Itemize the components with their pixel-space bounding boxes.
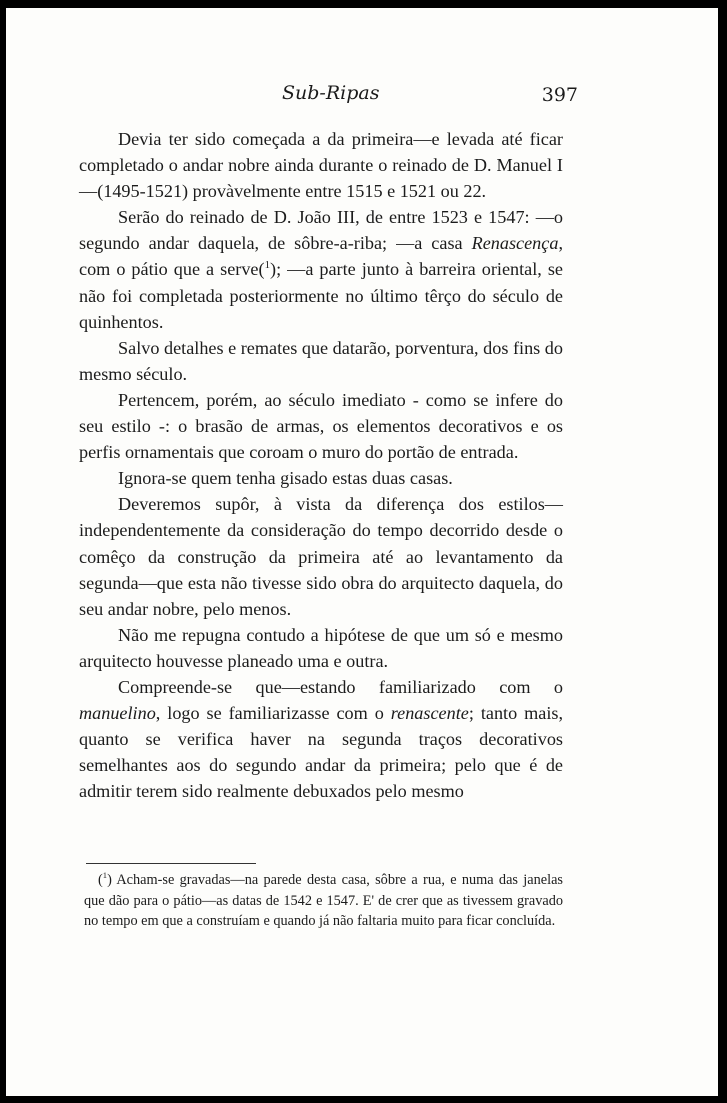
body-text — [79, 126, 563, 804]
italic-term: renascente — [390, 703, 469, 724]
footnote: ($^1$) Acham-se gravadas—na parede desta casa, sôbre a rua, e numa das janelas que dão para o pátio—as datas de 1542 e 1547. E' de crer que as tivessem gravado no tempo em que a construíam e quando já não faltaria muito para ficar concluída. — [84, 870, 563, 929]
footnote-divider — [86, 863, 256, 864]
paragraph: Deveremos supôr, à vista da diferença dos estilos—independentemente da consideração do tempo decorrido desde o comêço da construção da primeira até ao levantamento da segunda—que esta não tivesse sido obra do arquitecto daquela, do seu andar nobre, pelo menos. — [79, 494, 563, 619]
paragraph-text: , logo se familiarizasse com o — [155, 703, 391, 724]
paragraph — [79, 204, 563, 334]
paragraph: Pertencem, porém, ao século imediato - como se infere do seu estilo -: o brasão de armas, os elementos decorativos e os perfis ornamentais que coroam o muro do portão de entrada. — [79, 389, 563, 463]
italic-term: manuelino — [79, 703, 156, 724]
paragraph-text: ); —a parte junto à barreira oriental, se não foi completada posteriormente no último têrço do século de quinhentos. — [79, 259, 563, 332]
book-page — [6, 8, 718, 1096]
paragraph-text: , com o pátio que a serve( — [79, 233, 563, 280]
italic-term: Renascença — [471, 233, 559, 254]
page-header — [6, 82, 718, 112]
footnote-ref: 1 — [264, 259, 271, 272]
paragraph-text: Serão do reinado de D. João III, de entre 1523 e 1547: —o segundo andar daquela, de sôbre-a-riba; —a casa — [79, 207, 563, 254]
paragraph — [79, 674, 563, 804]
paragraph-text: Compreende-se que—estando familiarizado com o — [118, 676, 563, 697]
footnote-marker: 1 — [102, 870, 108, 881]
paragraph: Salvo detalhes e remates que datarão, porventura, dos fins do mesmo século. — [79, 337, 563, 384]
paragraph: Devia ter sido começada a da primeira—e levada até ficar completado o andar nobre ainda durante o reinado de D. Manuel I—(1495-1521) provàvelmente entre 1515 e 1521 ou 22. — [79, 129, 563, 202]
paragraph: Não me repugna contudo a hipótese de que um só e mesmo arquitecto houvesse planeado uma e outra. — [79, 624, 563, 671]
paragraph-text: ; tanto mais, quanto se verifica haver na segunda traços decorativos semelhantes aos do segundo andar da primeira; pelo que é de admitir terem sido realmente debuxados pelo mesmo — [79, 703, 563, 802]
page-number: 397 — [541, 84, 578, 106]
footnote-text: Acham-se gravadas—na parede desta casa, sôbre a rua, e numa das janelas que dão para o pátio—as datas de 1542 e 1547. E' de crer que as tivessem gravado no tempo em que a construíam e quando já não faltaria muito para ficar concluída. — [84, 872, 563, 929]
running-title: Sub-Ripas — [282, 82, 380, 104]
paragraph: Ignora-se quem tenha gisado estas duas casas. — [118, 468, 453, 489]
